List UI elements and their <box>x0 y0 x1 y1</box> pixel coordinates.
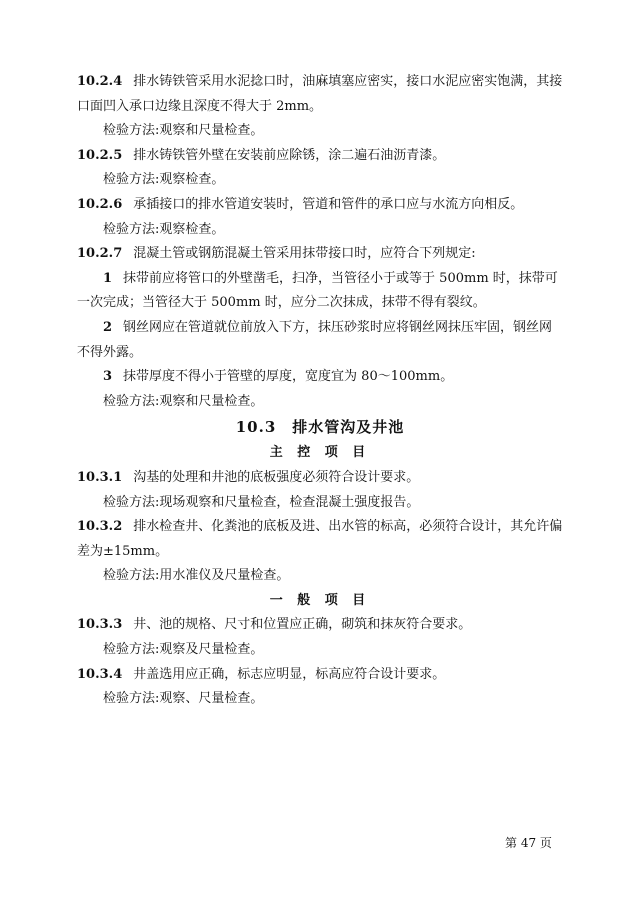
inspection-method: 检验方法:观察检查。 <box>103 172 225 188</box>
subsection-title-main-control: 主 控 项 目 <box>269 445 371 461</box>
inspection-method: 检验方法:观察、尺量检查。 <box>103 691 264 707</box>
clause-10-3-4 <box>77 663 563 688</box>
clause-text: 井、池的规格、尺寸和位置应正确，砌筑和抹灰符合要求。 <box>133 617 472 633</box>
page-number: 第 47 页 <box>505 836 552 850</box>
item-text: 抹带厚度不得小于管壁的厚度，宽度宜为 80～100mm。 <box>123 369 454 385</box>
inspection-method: 检验方法:现场观察和尺量检查，检查混凝土强度报告。 <box>103 494 420 510</box>
clause-number: 10.3.4 <box>77 666 123 682</box>
inspection-method: 检验方法:观察及尺量检查。 <box>103 642 264 658</box>
clause-text: 沟基的处理和井池的底板强度必须符合设计要求。 <box>133 469 420 485</box>
inspection-method: 检验方法:观察检查。 <box>103 221 225 237</box>
clause-10-2-4-line2: 口面凹入承口边缘且深度不得大于 2mm。 <box>77 98 323 114</box>
clause-10-3-2-line2: 差为±15mm。 <box>77 543 169 559</box>
list-item-2-line2: 不得外露。 <box>77 344 143 360</box>
list-item-2-line1 <box>77 316 563 341</box>
list-item-1-line1 <box>77 267 563 292</box>
item-number: 3 <box>103 369 113 385</box>
item-number: 1 <box>103 270 113 286</box>
clause-text: 混凝土管或钢筋混凝土管采用抹带接口时，应符合下列规定: <box>133 246 476 262</box>
clause-text: 承插接口的排水管道安装时，管道和管件的承口应与水流方向相反。 <box>133 196 524 212</box>
clause-text: 排水检查井、化粪池的底板及进、出水管的标高，必须符合设计，其允许偏 <box>133 519 563 535</box>
clause-text: 排水铸铁管外壁在安装前应除锈，涂二遍石油沥青漆。 <box>133 147 446 163</box>
clause-10-3-3 <box>77 613 563 638</box>
clause-number: 10.2.5 <box>77 147 123 163</box>
item-number: 2 <box>103 319 113 335</box>
inspection-method: 检验方法:用水准仪及尺量检查。 <box>103 568 290 584</box>
clause-number: 10.3.2 <box>77 519 123 535</box>
clause-10-3-1 <box>77 466 563 491</box>
subsection-title-general: 一 般 项 目 <box>269 592 371 608</box>
clause-10-2-7 <box>77 242 563 267</box>
item-text: 钢丝网应在管道就位前放入下方，抹压砂浆时应将钢丝网抹压牢固，钢丝网 <box>123 319 553 335</box>
clause-10-2-4-line1 <box>77 70 563 95</box>
clause-10-3-2-line1 <box>77 515 563 540</box>
page-content <box>77 70 563 712</box>
clause-number: 10.2.6 <box>77 196 123 212</box>
item-text: 抹带前应将管口的外壁凿毛，扫净，当管径小于或等于 500mm 时，抹带可 <box>123 270 558 286</box>
clause-10-2-5 <box>77 144 563 169</box>
clause-10-2-6 <box>77 193 563 218</box>
clause-number: 10.2.7 <box>77 246 123 262</box>
list-item-1-line2: 一次完成；当管径大于 500mm 时，应分二次抹成，抹带不得有裂纹。 <box>77 295 486 311</box>
clause-number: 10.2.4 <box>77 74 123 89</box>
section-title: 10.3 排水管沟及井池 <box>235 418 405 437</box>
clause-number: 10.3.1 <box>77 469 123 485</box>
clause-number: 10.3.3 <box>77 617 123 633</box>
clause-text: 井盖选用应正确，标志应明显，标高应符合设计要求。 <box>133 666 446 682</box>
list-item-3 <box>77 365 563 390</box>
inspection-method: 检验方法:观察和尺量检查。 <box>103 123 264 139</box>
clause-text: 排水铸铁管采用水泥捻口时，油麻填塞应密实，接口水泥应密实饱满，其接 <box>133 74 563 89</box>
inspection-method: 检验方法:观察和尺量检查。 <box>103 393 264 409</box>
